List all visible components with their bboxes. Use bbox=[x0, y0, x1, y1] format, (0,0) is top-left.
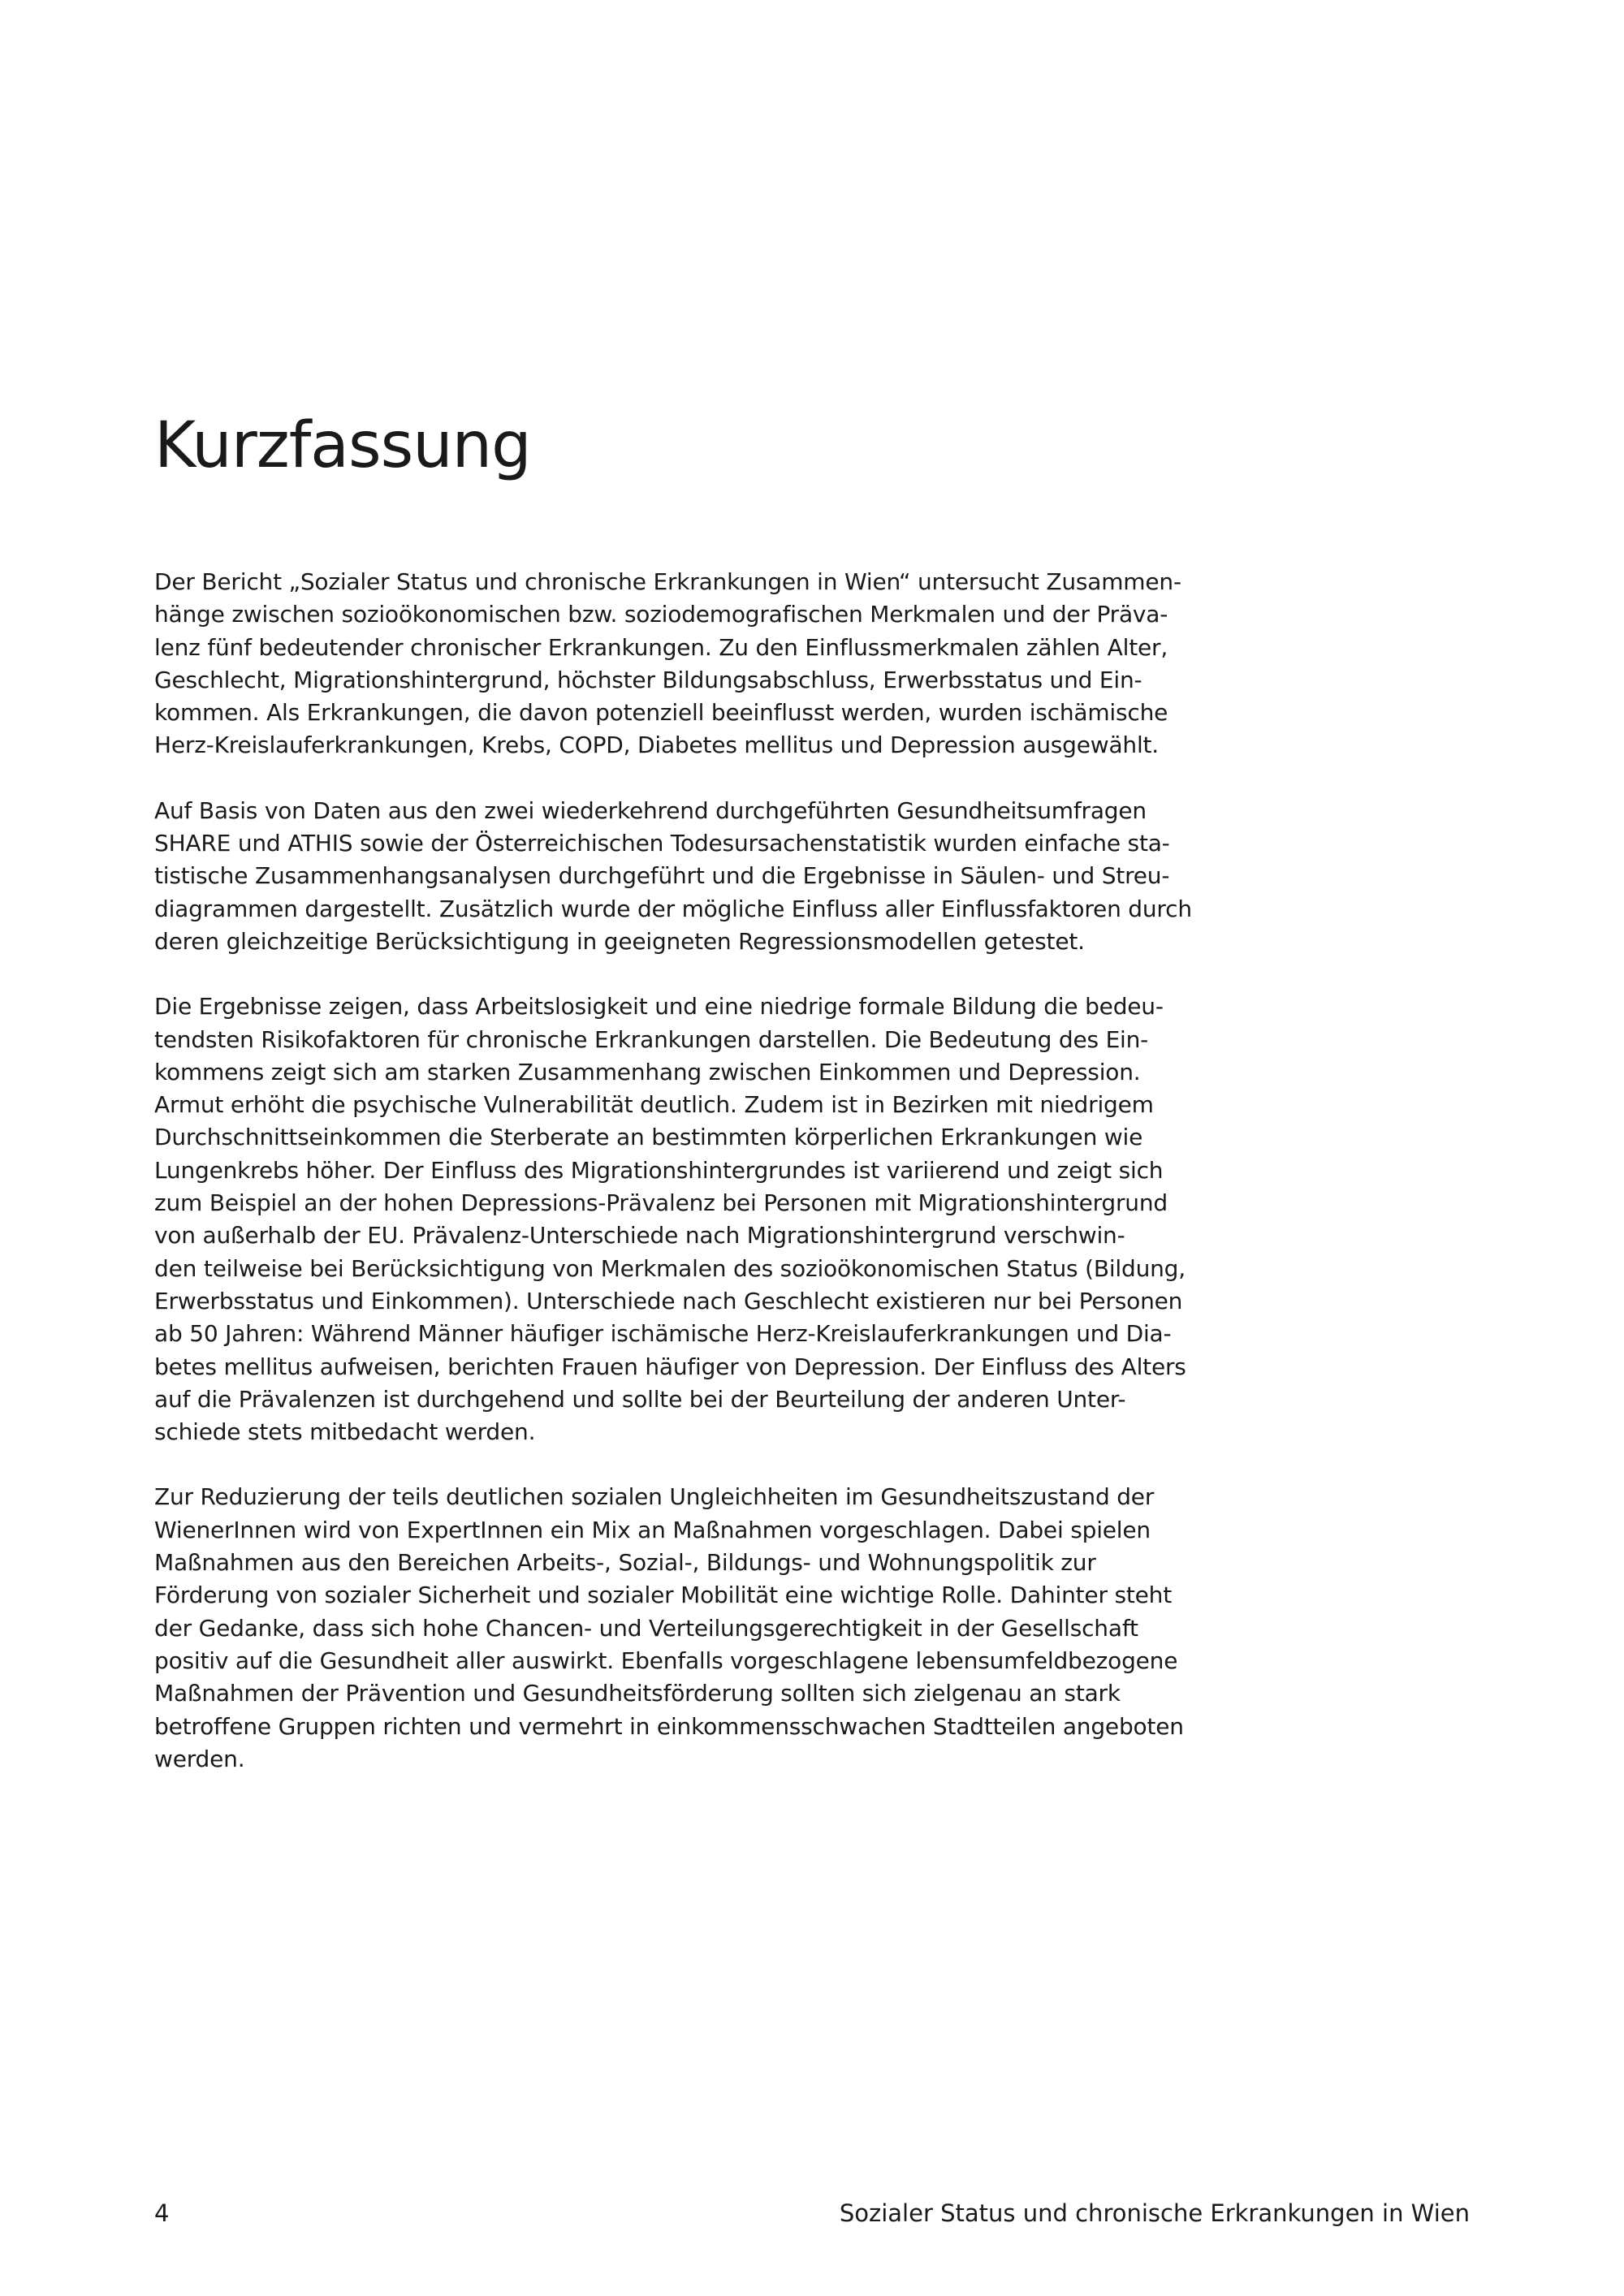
text-line: hänge zwischen sozioökonomischen bzw. soziodemografischen Merkmalen und der Präva- bbox=[154, 601, 1168, 628]
text-line: deren gleichzeitige Berücksichtigung in geeigneten Regressionsmodellen getestet. bbox=[154, 927, 1085, 955]
text-line: positiv auf die Gesundheit aller auswirkt. Ebenfalls vorgeschlagene lebensumfeldbezogene bbox=[154, 1646, 1178, 1674]
text-line: Die Ergebnisse zeigen, dass Arbeitslosigkeit und eine niedrige formale Bildung die bedeu- bbox=[154, 993, 1164, 1021]
text-line: WienerInnen wird von ExpertInnen ein Mix an Maßnahmen vorgeschlagen. Dabei spielen bbox=[154, 1516, 1151, 1543]
text-line: Maßnahmen aus den Bereichen Arbeits-, Sozial-, Bildungs- und Wohnungspolitik zur bbox=[154, 1549, 1096, 1577]
text-line: tistische Zusammenhangsanalysen durchgeführt und die Ergebnisse in Säulen- und Streu- bbox=[154, 862, 1170, 890]
text-line: Maßnahmen der Prävention und Gesundheitsförderung sollten sich zielgenau an stark bbox=[154, 1680, 1121, 1707]
paragraph-1 bbox=[154, 566, 1181, 762]
text-line: Armut erhöht die psychische Vulnerabilität deutlich. Zudem ist in Bezirken mit niedrigem bbox=[154, 1091, 1154, 1119]
text-line: Erwerbsstatus und Einkommen). Unterschiede nach Geschlecht existieren nur bei Personen bbox=[154, 1287, 1183, 1314]
text-line: SHARE und ATHIS sowie der Österreichischen Todesursachenstatistik wurden einfache sta- bbox=[154, 830, 1170, 857]
text-line: Herz-Kreislauferkrankungen, Krebs, COPD, Diabetes mellitus und Depression ausgewählt. bbox=[154, 732, 1160, 759]
paragraph-3 bbox=[154, 990, 1186, 1448]
text-line: zum Beispiel an der hohen Depressions-Prävalenz bei Personen mit Migrationshintergrund bbox=[154, 1189, 1168, 1217]
text-line: werden. bbox=[154, 1745, 245, 1772]
body-text bbox=[154, 566, 1192, 1808]
text-line: den teilweise bei Berücksichtigung von Merkmalen des sozioökonomischen Status (Bildung, bbox=[154, 1254, 1186, 1282]
text-line: Der Bericht „Sozialer Status und chronische Erkrankungen in Wien“ untersucht Zusammen- bbox=[154, 568, 1181, 595]
running-title: Sozialer Status und chronische Erkrankungen in Wien bbox=[839, 2199, 1470, 2227]
page-number: 4 bbox=[154, 2199, 170, 2227]
text-line: Geschlecht, Migrationshintergrund, höchster Bildungsabschluss, Erwerbsstatus und Ein- bbox=[154, 666, 1142, 693]
text-line: diagrammen dargestellt. Zusätzlich wurde der mögliche Einfluss aller Einflussfaktoren durch bbox=[154, 895, 1192, 922]
text-line: kommen. Als Erkrankungen, die davon potenziell beeinflusst werden, wurden ischämische bbox=[154, 699, 1168, 727]
text-line: Lungenkrebs höher. Der Einfluss des Migrationshintergrundes ist variierend und zeigt sich bbox=[154, 1156, 1164, 1184]
text-line: kommens zeigt sich am starken Zusammenhang zwischen Einkommen und Depression. bbox=[154, 1058, 1141, 1085]
text-line: schiede stets mitbedacht werden. bbox=[154, 1418, 536, 1446]
text-line: der Gedanke, dass sich hohe Chancen- und Verteilungsgerechtigkeit in der Gesellschaft bbox=[154, 1614, 1138, 1642]
paragraph-4 bbox=[154, 1481, 1184, 1776]
text-line: Auf Basis von Daten aus den zwei wiederkehrend durchgeführten Gesundheitsumfragen bbox=[154, 796, 1147, 824]
text-line: auf die Prävalenzen ist durchgehend und sollte bei der Beurteilung der anderen Unter- bbox=[154, 1385, 1126, 1413]
text-line: von außerhalb der EU. Prävalenz-Unterschiede nach Migrationshintergrund verschwin- bbox=[154, 1222, 1125, 1249]
text-line: betroffene Gruppen richten und vermehrt in einkommensschwachen Stadtteilen angeboten bbox=[154, 1712, 1184, 1740]
paragraph-2 bbox=[154, 795, 1192, 958]
text-line: Zur Reduzierung der teils deutlichen sozialen Ungleichheiten im Gesundheitszustand der bbox=[154, 1483, 1155, 1511]
text-line: lenz fünf bedeutender chronischer Erkrankungen. Zu den Einflussmerkmalen zählen Alter, bbox=[154, 633, 1168, 661]
text-line: ab 50 Jahren: Während Männer häufiger ischämische Herz-Kreislauferkrankungen und Dia- bbox=[154, 1320, 1172, 1348]
text-line: betes mellitus aufweisen, berichten Frauen häufiger von Depression. Der Einfluss des Alters bbox=[154, 1353, 1186, 1380]
text-line: tendsten Risikofaktoren für chronische Erkrankungen darstellen. Die Bedeutung des Ein- bbox=[154, 1025, 1149, 1053]
text-line: Durchschnittseinkommen die Sterberate an bestimmten körperlichen Erkrankungen wie bbox=[154, 1124, 1143, 1151]
page-title: Kurzfassung bbox=[154, 409, 531, 482]
text-line: Förderung von sozialer Sicherheit und sozialer Mobilität eine wichtige Rolle. Dahinter steht bbox=[154, 1582, 1172, 1609]
